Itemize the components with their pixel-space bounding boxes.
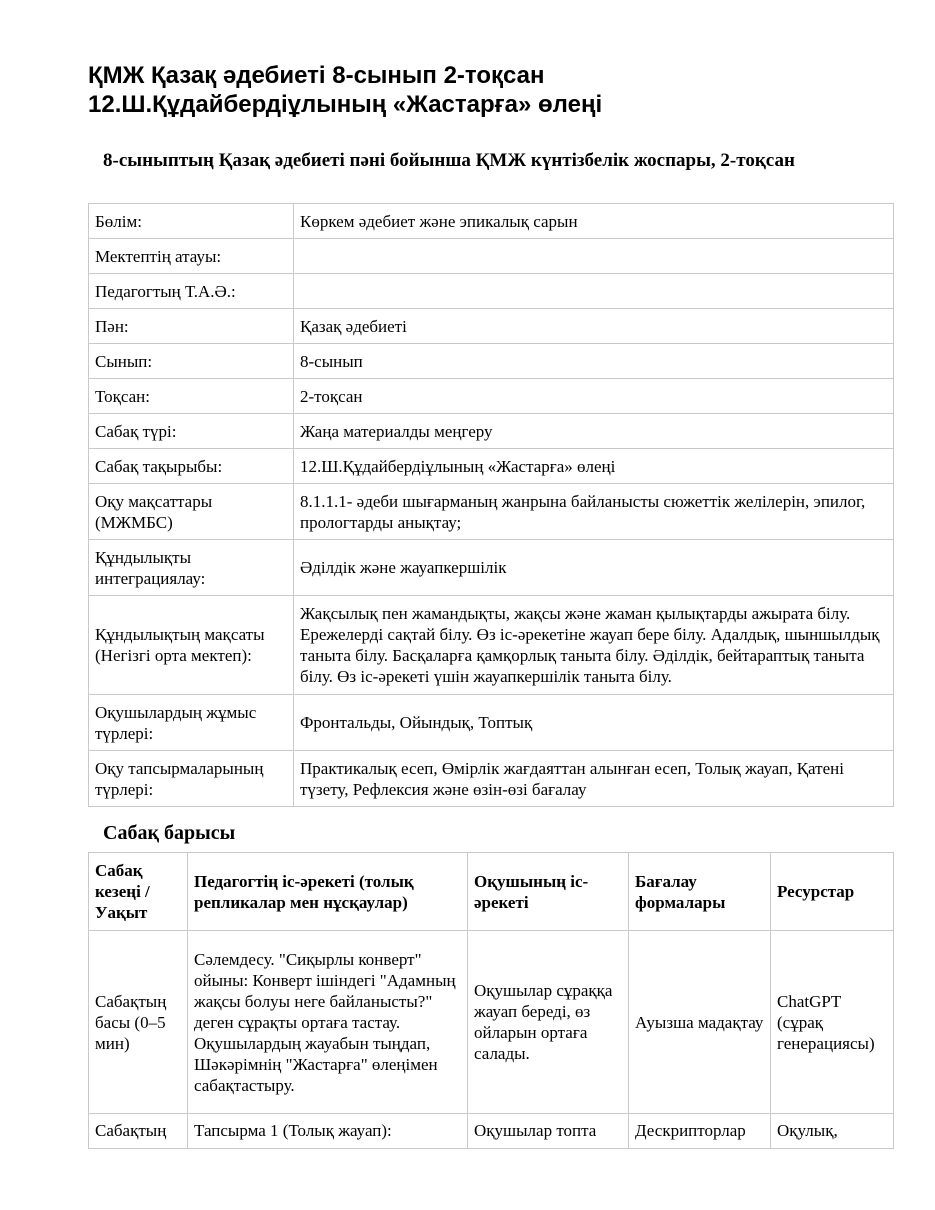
info-value: Фронтальды, Ойындық, Топтық — [294, 695, 894, 751]
info-value: 8.1.1.1- әдеби шығарманың жанрына байланысты сюжеттік желілерін, эпилог, прологтарды анықтау; — [294, 484, 894, 540]
lesson-row — [89, 931, 894, 1114]
assessment-cell: Ауызша мадақтау — [629, 931, 771, 1114]
assessment-cell: Дескрипторлар — [629, 1114, 771, 1149]
info-row — [89, 309, 894, 344]
info-label: Сабақ тақырыбы: — [89, 449, 294, 484]
header-student-activity: Оқушының іс-әрекеті — [468, 853, 629, 931]
info-row — [89, 540, 894, 596]
info-row — [89, 596, 894, 695]
header-assessment: Бағалау формалары — [629, 853, 771, 931]
info-row — [89, 449, 894, 484]
title-line-1: ҚМЖ Қазақ әдебиеті 8-сынып 2-тоқсан — [88, 62, 545, 89]
info-value: Қазақ әдебиеті — [294, 309, 894, 344]
document-title — [88, 61, 893, 119]
info-value: Жаңа материалды меңгеру — [294, 414, 894, 449]
info-label: Сынып: — [89, 344, 294, 379]
info-value: 2-тоқсан — [294, 379, 894, 414]
info-label: Оқу тапсырмаларының түрлері: — [89, 751, 294, 807]
info-value — [294, 274, 894, 309]
info-row — [89, 204, 894, 239]
title-line-2: 12.Ш.Құдайбердіұлының «Жастарға» өлеңі — [88, 91, 603, 118]
info-label: Сабақ түрі: — [89, 414, 294, 449]
plan-heading: 8-сыныптың Қазақ әдебиеті пәні бойынша ҚМЖ күнтізбелік жоспары, 2-тоқсан — [103, 150, 795, 171]
header-teacher-activity: Педагогтің іс-әрекеті (толық репликалар мен нұсқаулар) — [188, 853, 468, 931]
info-label: Бөлім: — [89, 204, 294, 239]
info-value: Көркем әдебиет және эпикалық сарын — [294, 204, 894, 239]
lesson-progress-heading: Сабақ барысы — [103, 822, 236, 844]
lesson-header-row — [89, 853, 894, 931]
resources-cell: ChatGPT (сұрақ генерациясы) — [771, 931, 894, 1114]
resources-cell: Оқулық, — [771, 1114, 894, 1149]
info-row — [89, 695, 894, 751]
info-label: Құндылықтың мақсаты (Негізгі орта мектеп): — [89, 596, 294, 695]
lesson-row — [89, 1114, 894, 1149]
info-label: Пән: — [89, 309, 294, 344]
info-label: Оқу мақсаттары (МЖМБС) — [89, 484, 294, 540]
header-resources: Ресурстар — [771, 853, 894, 931]
lesson-progress-table — [88, 852, 894, 1149]
teacher-activity-cell: Тапсырма 1 (Толық жауап): — [188, 1114, 468, 1149]
info-value: Практикалық есеп, Өмірлік жағдаяттан алынған есеп, Толық жауап, Қатені түзету, Рефлексия және өзін-өзі бағалау — [294, 751, 894, 807]
info-label: Мектептің атауы: — [89, 239, 294, 274]
info-label: Педагогтың Т.А.Ә.: — [89, 274, 294, 309]
student-activity-cell: Оқушылар топта — [468, 1114, 629, 1149]
stage-cell: Сабақтың — [89, 1114, 188, 1149]
info-value — [294, 239, 894, 274]
info-value: 12.Ш.Құдайбердіұлының «Жастарға» өлеңі — [294, 449, 894, 484]
info-row — [89, 414, 894, 449]
info-value: Әділдік және жауапкершілік — [294, 540, 894, 596]
info-row — [89, 484, 894, 540]
info-row — [89, 379, 894, 414]
teacher-activity-cell: Сәлемдесу. "Сиқырлы конверт" ойыны: Конверт ішіндегі "Адамның жақсы болуы неге байланысты?" деген сұрақты ортаға тастау. Оқушылардың жауабын тыңдап, Шәкәрімнің "Жастарға" өлеңімен сабақтастыру. — [188, 931, 468, 1114]
info-value: Жақсылық пен жамандықты, жақсы және жаман қылықтарды ажырата білу. Ережелерді сақтай білу. Өз іс-әрекетіне жауап бере білу. Адалдық, шыншылдық таныта білу. Басқаларға қамқорлық таныта білу. Әділдік, бейтараптық таныта білу. Өз іс-әрекеті үшін жауапкершілік таныта білу. — [294, 596, 894, 695]
info-row — [89, 344, 894, 379]
info-row — [89, 274, 894, 309]
lesson-info-table — [88, 203, 894, 807]
info-row — [89, 751, 894, 807]
header-stage-time: Сабақ кезеңі / Уақыт — [89, 853, 188, 931]
info-label: Тоқсан: — [89, 379, 294, 414]
info-label: Оқушылардың жұмыс түрлері: — [89, 695, 294, 751]
info-label: Құндылықты интеграциялау: — [89, 540, 294, 596]
info-value: 8-сынып — [294, 344, 894, 379]
stage-cell: Сабақтың басы (0–5 мин) — [89, 931, 188, 1114]
student-activity-cell: Оқушылар сұраққа жауап береді, өз ойларын ортаға салады. — [468, 931, 629, 1114]
info-row — [89, 239, 894, 274]
